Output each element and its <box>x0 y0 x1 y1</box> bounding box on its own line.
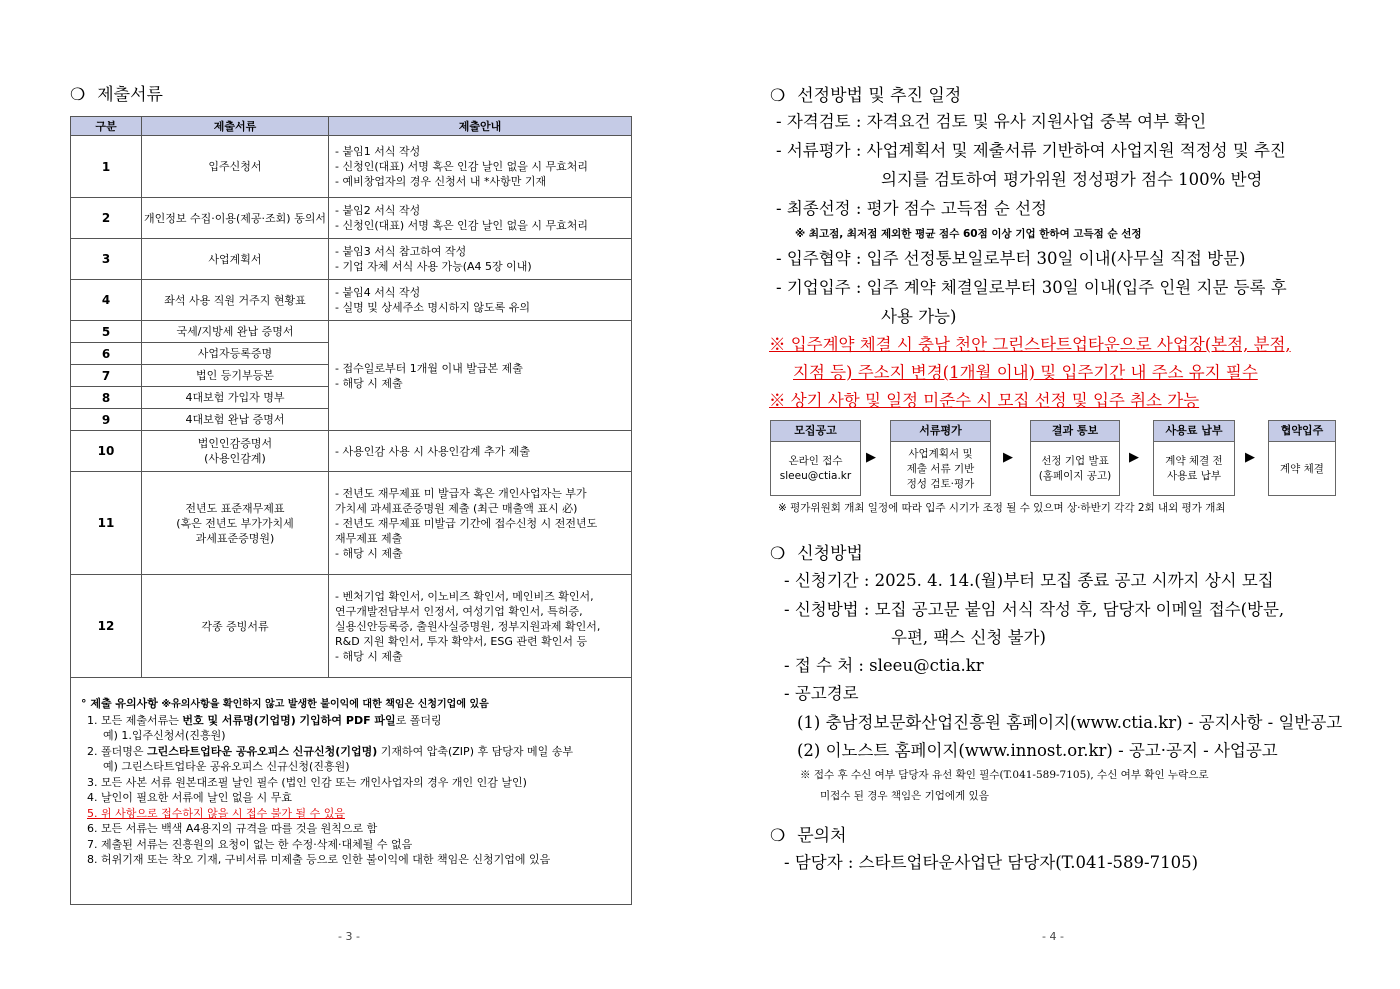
apply-email: - 접 수 처 : sleeu@ctia.kr <box>784 656 984 675</box>
row-no: 9 <box>71 409 142 431</box>
row-no: 11 <box>71 472 142 575</box>
apply-period: - 신청기간 : 2025. 4. 14.(월)부터 모집 종료 공고 시까지 상시 모집 <box>784 571 1274 590</box>
flow-step-fee: 사용료 납부 계약 체결 전 사용료 납부 <box>1153 420 1235 496</box>
warning-address-change: ※ 입주계약 체결 시 충남 천안 그린스타트업타운으로 사업장(본점, 분점, <box>769 335 1291 354</box>
apply-note: ※ 접수 후 수신 여부 담당자 유선 확인 필수(T.041-589-7105), 수신 여부 확인 누락으로 <box>800 769 1209 781</box>
row-doc-name: 법인 등기부등본 <box>142 365 329 387</box>
selection-move-in: - 기업입주 : 입주 계약 체결일로부터 30일 이내(입주 인원 지문 등록 후 <box>776 278 1287 297</box>
row-doc-name: 국세/지방세 완납 증명서 <box>142 321 329 343</box>
row-guide: - 전년도 재무제표 미 발급자 혹은 개인사업자는 부가 가치세 과세표준증명원 제출 (최근 매출액 표시 必) - 전년도 재무제표 미발급 기간에 접수신청 시 전전년도 재무제표 제출 - 해당 시 제출 <box>329 472 632 575</box>
arrow-right-icon: ▶ <box>1245 450 1255 465</box>
table-row <box>71 431 632 472</box>
row-no: 1 <box>71 136 142 198</box>
page-number-right: - 4 - <box>1042 930 1064 943</box>
flow-step-result: 결과 통보 선정 기업 발표 (홈페이지 공고) <box>1030 420 1120 496</box>
page-number-left: - 3 - <box>338 930 360 943</box>
row-no: 2 <box>71 198 142 239</box>
apply-route: - 공고경로 <box>784 684 859 703</box>
row-no: 5 <box>71 321 142 343</box>
flow-step-review: 서류평가 사업계획서 및 제출 서류 기반 정성 검토·평가 <box>890 420 991 496</box>
table-row <box>71 321 632 343</box>
table-header-row <box>71 117 632 136</box>
row-doc-name: 전년도 표준재무제표 (혹은 전년도 부가가치세 과세표준증명원) <box>142 472 329 575</box>
row-doc-name: 사업계획서 <box>142 239 329 280</box>
row-no: 12 <box>71 575 142 678</box>
row-doc-name: 사업자등록증명 <box>142 343 329 365</box>
row-guide-merged: - 접수일로부터 1개월 이내 발급본 제출 - 해당 시 제출 <box>329 321 632 431</box>
apply-note-cont: 미접수 된 경우 책임은 기업에게 있음 <box>820 790 989 802</box>
arrow-right-icon: ▶ <box>1129 450 1139 465</box>
apply-method-cont: 우편, 팩스 신청 불가) <box>891 628 1046 647</box>
table-row <box>71 472 632 575</box>
circle-bullet-icon: ❍ <box>70 85 86 105</box>
row-no: 8 <box>71 387 142 409</box>
row-guide: - 사용인감 사용 시 사용인감계 추가 제출 <box>329 431 632 472</box>
header-document: 제출서류 <box>142 117 329 136</box>
row-guide: - 붙임4 서식 작성 - 실명 및 상세주소 명시하지 않도록 유의 <box>329 280 632 321</box>
apply-route-1: (1) 충남정보문화산업진흥원 홈페이지(www.ctia.kr) - 공지사항 - 일반공고 <box>797 713 1343 732</box>
row-no: 6 <box>71 343 142 365</box>
arrow-right-icon: ▶ <box>1003 450 1013 465</box>
table-row <box>71 198 632 239</box>
selection-move-in-cont: 사용 가능) <box>881 307 957 326</box>
row-guide: - 붙임1 서식 작성 - 신청인(대표) 서명 혹은 인감 날인 없을 시 무효처리 - 예비창업자의 경우 신청서 내 *사항만 기재 <box>329 136 632 198</box>
flow-note: ※ 평가위원회 개최 일정에 따라 입주 시기가 조정 될 수 있으며 상·하반기 각각 2회 내외 평가 개최 <box>778 502 1226 514</box>
selection-document-review-cont: 의지를 검토하여 평가위원 정성평가 점수 100% 반영 <box>881 170 1263 189</box>
section-title-contact: ❍ 문의처 <box>770 826 847 846</box>
warning-address-change-cont: 지점 등) 주소지 변경(1개월 이내) 및 입주기간 내 주소 유지 필수 <box>793 363 1258 382</box>
table-row <box>71 136 632 198</box>
row-doc-name: 개인정보 수집·이용(제공·조회) 동의서 <box>142 198 329 239</box>
selection-document-review: - 서류평가 : 사업계획서 및 제출서류 기반하여 사업지원 적정성 및 추진 <box>776 141 1286 160</box>
table-row <box>71 280 632 321</box>
row-no: 4 <box>71 280 142 321</box>
circle-bullet-icon: ❍ <box>770 826 786 846</box>
section-title-apply: ❍ 신청방법 <box>770 544 863 564</box>
table-row <box>71 239 632 280</box>
selection-final-note: ※ 최고점, 최저점 제외한 평균 점수 60점 이상 기업 한하여 고득점 순 선정 <box>795 228 1142 240</box>
apply-route-2: (2) 이노스트 홈페이지(www.innost.or.kr) - 공고·공지 - 사업공고 <box>797 741 1278 760</box>
submission-notes: ° 제출 유의사항 ※유의사항을 확인하지 않고 발생한 불이익에 대한 책임은 신청기업에 있음 1. 모든 제출서류는 번호 및 서류명(기업명) 기입하여 PDF 파일로 폴더링 예) 1.입주신청서(진흥원) 2. 폴더명은 그린스타트업타운 공유오피스 신규신청(기업명) 기재하여 압축(ZIP) 후 담당자 메일 송부 예) 그린스타트업타운 공유오피스 신규신청(진흥원) 3. 모든 사본 서류 원본대조필 날인 필수 (법인 인감 또는 개인사업자의 경우 개인 인감 날인) 4. 날인이 필요한 서류에 날인 없을 시 무효 5. 위 사항으로 접수하지 않을 시 접수 불가 될 수 있음 6. 모든 서류는 백색 A4용지의 규격을 따를 것을 원칙으로 함 7. 제출된 서류는 진흥원의 요청이 없는 한 수정·삭제·대체될 수 없음 8. 허위기재 또는 착오 기재, 구비서류 미제출 등으로 인한 불이익에 대한 책임은 신청기업에 있음 <box>71 678 632 905</box>
header-guide: 제출안내 <box>329 117 632 136</box>
circle-bullet-icon: ❍ <box>770 86 786 106</box>
table-row <box>71 575 632 678</box>
row-doc-name: 입주신청서 <box>142 136 329 198</box>
row-guide: - 붙임3 서식 참고하여 작성 - 기업 자체 서식 사용 가능(A4 5장 이내) <box>329 239 632 280</box>
flow-step-announcement: 모집공고 온라인 접수 sleeu@ctia.kr <box>770 420 861 496</box>
circle-bullet-icon: ❍ <box>770 544 786 564</box>
row-doc-name: 각종 증빙서류 <box>142 575 329 678</box>
apply-method: - 신청방법 : 모집 공고문 붙임 서식 작성 후, 담당자 이메일 접수(방문, <box>784 600 1285 619</box>
header-no: 구분 <box>71 117 142 136</box>
notes-row <box>71 678 632 905</box>
row-doc-name: 법인인감증명서 (사용인감계) <box>142 431 329 472</box>
row-doc-name: 좌석 사용 직원 거주지 현황표 <box>142 280 329 321</box>
selection-final: - 최종선정 : 평가 점수 고득점 순 선정 <box>776 199 1047 218</box>
arrow-right-icon: ▶ <box>866 450 876 465</box>
row-no: 10 <box>71 431 142 472</box>
section-title-selection: ❍ 선정방법 및 추진 일정 <box>770 86 962 106</box>
flow-step-contract: 협약입주 계약 체결 <box>1268 420 1336 496</box>
row-no: 3 <box>71 239 142 280</box>
section-title-documents: ❍ 제출서류 <box>70 85 163 105</box>
row-no: 7 <box>71 365 142 387</box>
row-doc-name: 4대보험 완납 증명서 <box>142 409 329 431</box>
warning-note: 5. 위 사항으로 접수하지 않을 시 접수 불가 될 수 있음 <box>87 806 345 820</box>
row-guide: - 붙임2 서식 작성 - 신청인(대표) 서명 혹은 인감 날인 없을 시 무효처리 <box>329 198 632 239</box>
selection-qualification: - 자격검토 : 자격요건 검토 및 유사 지원사업 중복 여부 확인 <box>776 112 1207 131</box>
row-doc-name: 4대보험 가입자 명부 <box>142 387 329 409</box>
selection-agreement: - 입주협약 : 입주 선정통보일로부터 30일 이내(사무실 직접 방문) <box>776 249 1246 268</box>
row-guide: - 벤처기업 확인서, 이노비즈 확인서, 메인비즈 확인서, 연구개발전담부서 인정서, 여성기업 확인서, 특허증, 실용신안등록증, 출원사실증명원, 정부지원과제 확인서, R&D 지원 확인서, 투자 확약서, ESG 관련 확인서 등 - 해당 시 제출 <box>329 575 632 678</box>
contact-person: - 담당자 : 스타트업타운사업단 담당자(T.041-589-7105) <box>784 853 1199 872</box>
warning-cancellation: ※ 상기 사항 및 일정 미준수 시 모집 선정 및 입주 취소 가능 <box>769 391 1200 410</box>
documents-table <box>70 116 632 905</box>
